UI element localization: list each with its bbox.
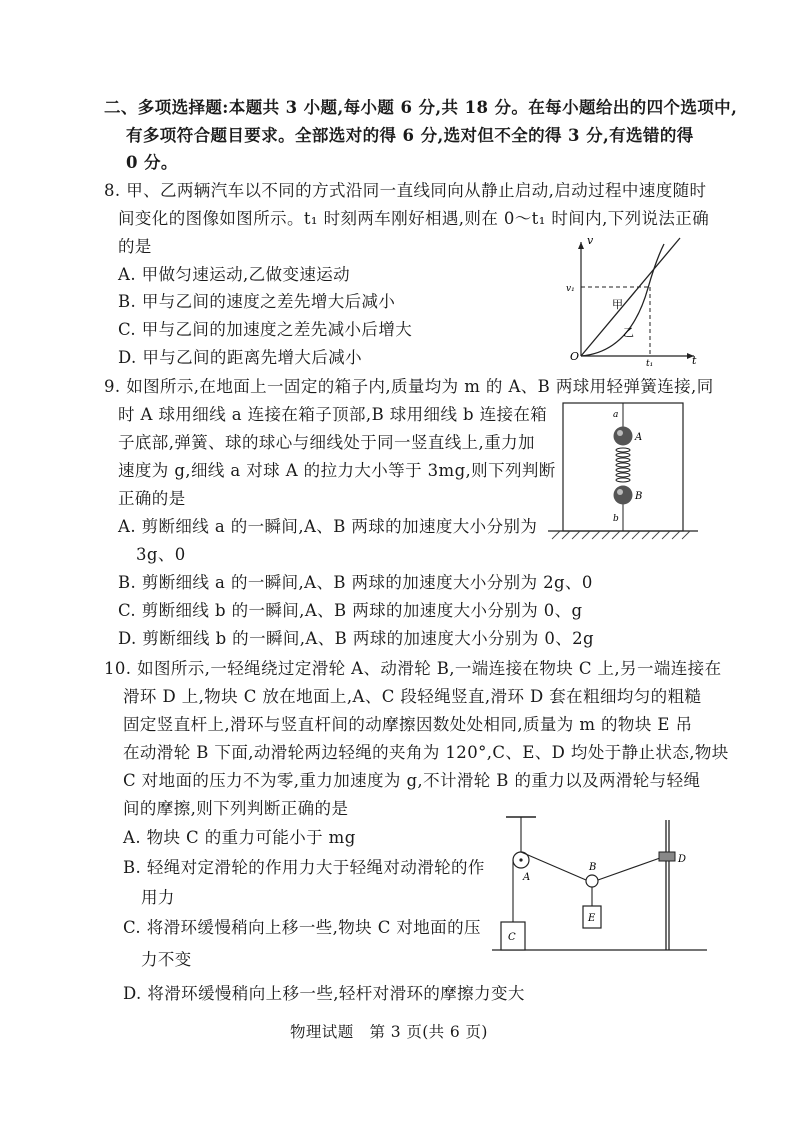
ground-hatching bbox=[552, 531, 690, 539]
t-axis-label: t bbox=[692, 354, 697, 367]
q9-stem-line1: 9. 如图所示,在地面上一固定的箱子内,质量均为 m 的 A、B 两球用轻弹簧连接,同 bbox=[104, 377, 714, 396]
q10-stem-line6: 间的摩擦,则下列判断正确的是 bbox=[123, 799, 349, 818]
ball-a-highlight bbox=[617, 430, 623, 436]
q10-option-a: A. 物块 C 的重力可能小于 mg bbox=[123, 828, 356, 847]
q9-option-c: C. 剪断细线 b 的一瞬间,A、B 两球的加速度大小分别为 0、g bbox=[118, 601, 583, 620]
q10-stem-line2: 滑环 D 上,物块 C 放在地面上,A、C 段轻绳竖直,滑环 D 套在粗细均匀的粗糙 bbox=[123, 687, 702, 706]
t1-label: t₁ bbox=[646, 359, 654, 369]
q8-option-b: B. 甲与乙间的速度之差先增大后减小 bbox=[118, 292, 396, 311]
q10-stem-line3: 固定竖直杆上,滑环与竖直杆间的动摩擦因数处处相同,质量为 m 的物块 E 吊 bbox=[123, 715, 693, 734]
label-ring-d: D bbox=[678, 854, 687, 865]
q10-stem-line4: 在动滑轮 B 下面,动滑轮两边轻绳的夹角为 120°,C、E、D 均处于静止状态,物块 bbox=[123, 743, 729, 762]
q9-option-a-line1: A. 剪断细线 a 的一瞬间,A、B 两球的加速度大小分别为 bbox=[118, 517, 538, 536]
q10-option-b-line1: B. 轻绳对定滑轮的作用力大于轻绳对动滑轮的作 bbox=[123, 858, 485, 877]
label-ball-b: B bbox=[635, 491, 643, 502]
label-ball-a: A bbox=[635, 432, 643, 443]
q9-option-b: B. 剪断细线 a 的一瞬间,A、B 两球的加速度大小分别为 2g、0 bbox=[118, 573, 593, 592]
q8-vt-graph bbox=[560, 232, 700, 370]
section-header-line3: 0 分。 bbox=[126, 153, 178, 172]
origin-label: O bbox=[570, 350, 580, 363]
yi-label: 乙 bbox=[623, 326, 634, 339]
q8-option-a: A. 甲做匀速运动,乙做变速运动 bbox=[118, 265, 351, 284]
q9-stem-line2: 时 A 球用细线 a 连接在箱子顶部,B 球用细线 b 连接在箱 bbox=[118, 405, 548, 424]
q10-stem-line1: 10. 如图所示,一轻绳绕过定滑轮 A、动滑轮 B,一端连接在物块 C 上,另一端连接在 bbox=[104, 659, 722, 678]
q8-option-c: C. 甲与乙间的加速度之差先减小后增大 bbox=[118, 320, 413, 339]
section-header-line2: 有多项符合题目要求。全部选对的得 6 分,选对但不全的得 3 分,有选错的得 bbox=[126, 126, 694, 145]
rope-b-d bbox=[598, 858, 660, 880]
page-footer: 物理试题 第 3 页(共 6 页) bbox=[290, 1023, 488, 1041]
q8-stem-line3: 的是 bbox=[118, 237, 152, 256]
rope-a-b bbox=[521, 852, 586, 880]
jia-label: 甲 bbox=[612, 298, 623, 311]
v-axis-label: v bbox=[587, 234, 594, 247]
q10-option-c-line2: 力不变 bbox=[141, 950, 192, 969]
pulley-b bbox=[586, 875, 598, 887]
label-pulley-b: B bbox=[589, 862, 597, 873]
q10-option-c-line1: C. 将滑环缓慢稍向上移一些,物块 C 对地面的压 bbox=[123, 918, 481, 937]
ball-b-highlight bbox=[617, 489, 623, 495]
q8-stem-line1: 8. 甲、乙两辆汽车以不同的方式沿同一直线同向从静止启动,启动过程中速度随时 bbox=[104, 181, 707, 200]
slider-ring-d bbox=[659, 852, 675, 861]
ball-a bbox=[614, 427, 633, 446]
q8-stem-line2: 间变化的图像如图所示。t₁ 时刻两车刚好相遇,则在 0～t₁ 时间内,下列说法正确 bbox=[118, 209, 710, 228]
q10-stem-line5: C 对地面的压力不为零,重力加速度为 g,不计滑轮 B 的重力以及两滑轮与轻绳 bbox=[123, 771, 701, 790]
q10-option-d: D. 将滑环缓慢稍向上移一些,轻杆对滑环的摩擦力变大 bbox=[123, 984, 525, 1003]
pulley-a-axle bbox=[519, 858, 522, 861]
label-block-c: C bbox=[508, 932, 516, 943]
q9-option-d: D. 剪断细线 b 的一瞬间,A、B 两球的加速度大小分别为 0、2g bbox=[118, 629, 595, 648]
q9-stem-line5: 正确的是 bbox=[118, 489, 186, 508]
q8-option-d: D. 甲与乙间的距离先增大后减小 bbox=[118, 348, 363, 367]
label-block-e: E bbox=[588, 913, 596, 924]
ball-b bbox=[614, 486, 633, 505]
label-b: b bbox=[613, 514, 619, 524]
label-a: a bbox=[613, 410, 619, 420]
section-header-line1: 二、多项选择题:本题共 3 小题,每小题 6 分,共 18 分。在每小题给出的四个选项中, bbox=[104, 98, 738, 117]
v1-label: v₁ bbox=[566, 284, 575, 294]
v-axis-arrow bbox=[578, 242, 584, 249]
q9-box-figure bbox=[548, 400, 698, 545]
q10-pulley-figure bbox=[492, 800, 707, 955]
spring bbox=[616, 448, 630, 482]
q9-stem-line4: 速度为 g,细线 a 对球 A 的拉力大小等于 3mg,则下列判断 bbox=[118, 461, 556, 480]
q9-option-a-line2: 3g、0 bbox=[136, 545, 186, 564]
label-pulley-a: A bbox=[523, 872, 531, 883]
q9-stem-line3: 子底部,弹簧、球的球心与细线处于同一竖直线上,重力加 bbox=[118, 433, 535, 452]
q10-option-b-line2: 用力 bbox=[141, 888, 175, 907]
